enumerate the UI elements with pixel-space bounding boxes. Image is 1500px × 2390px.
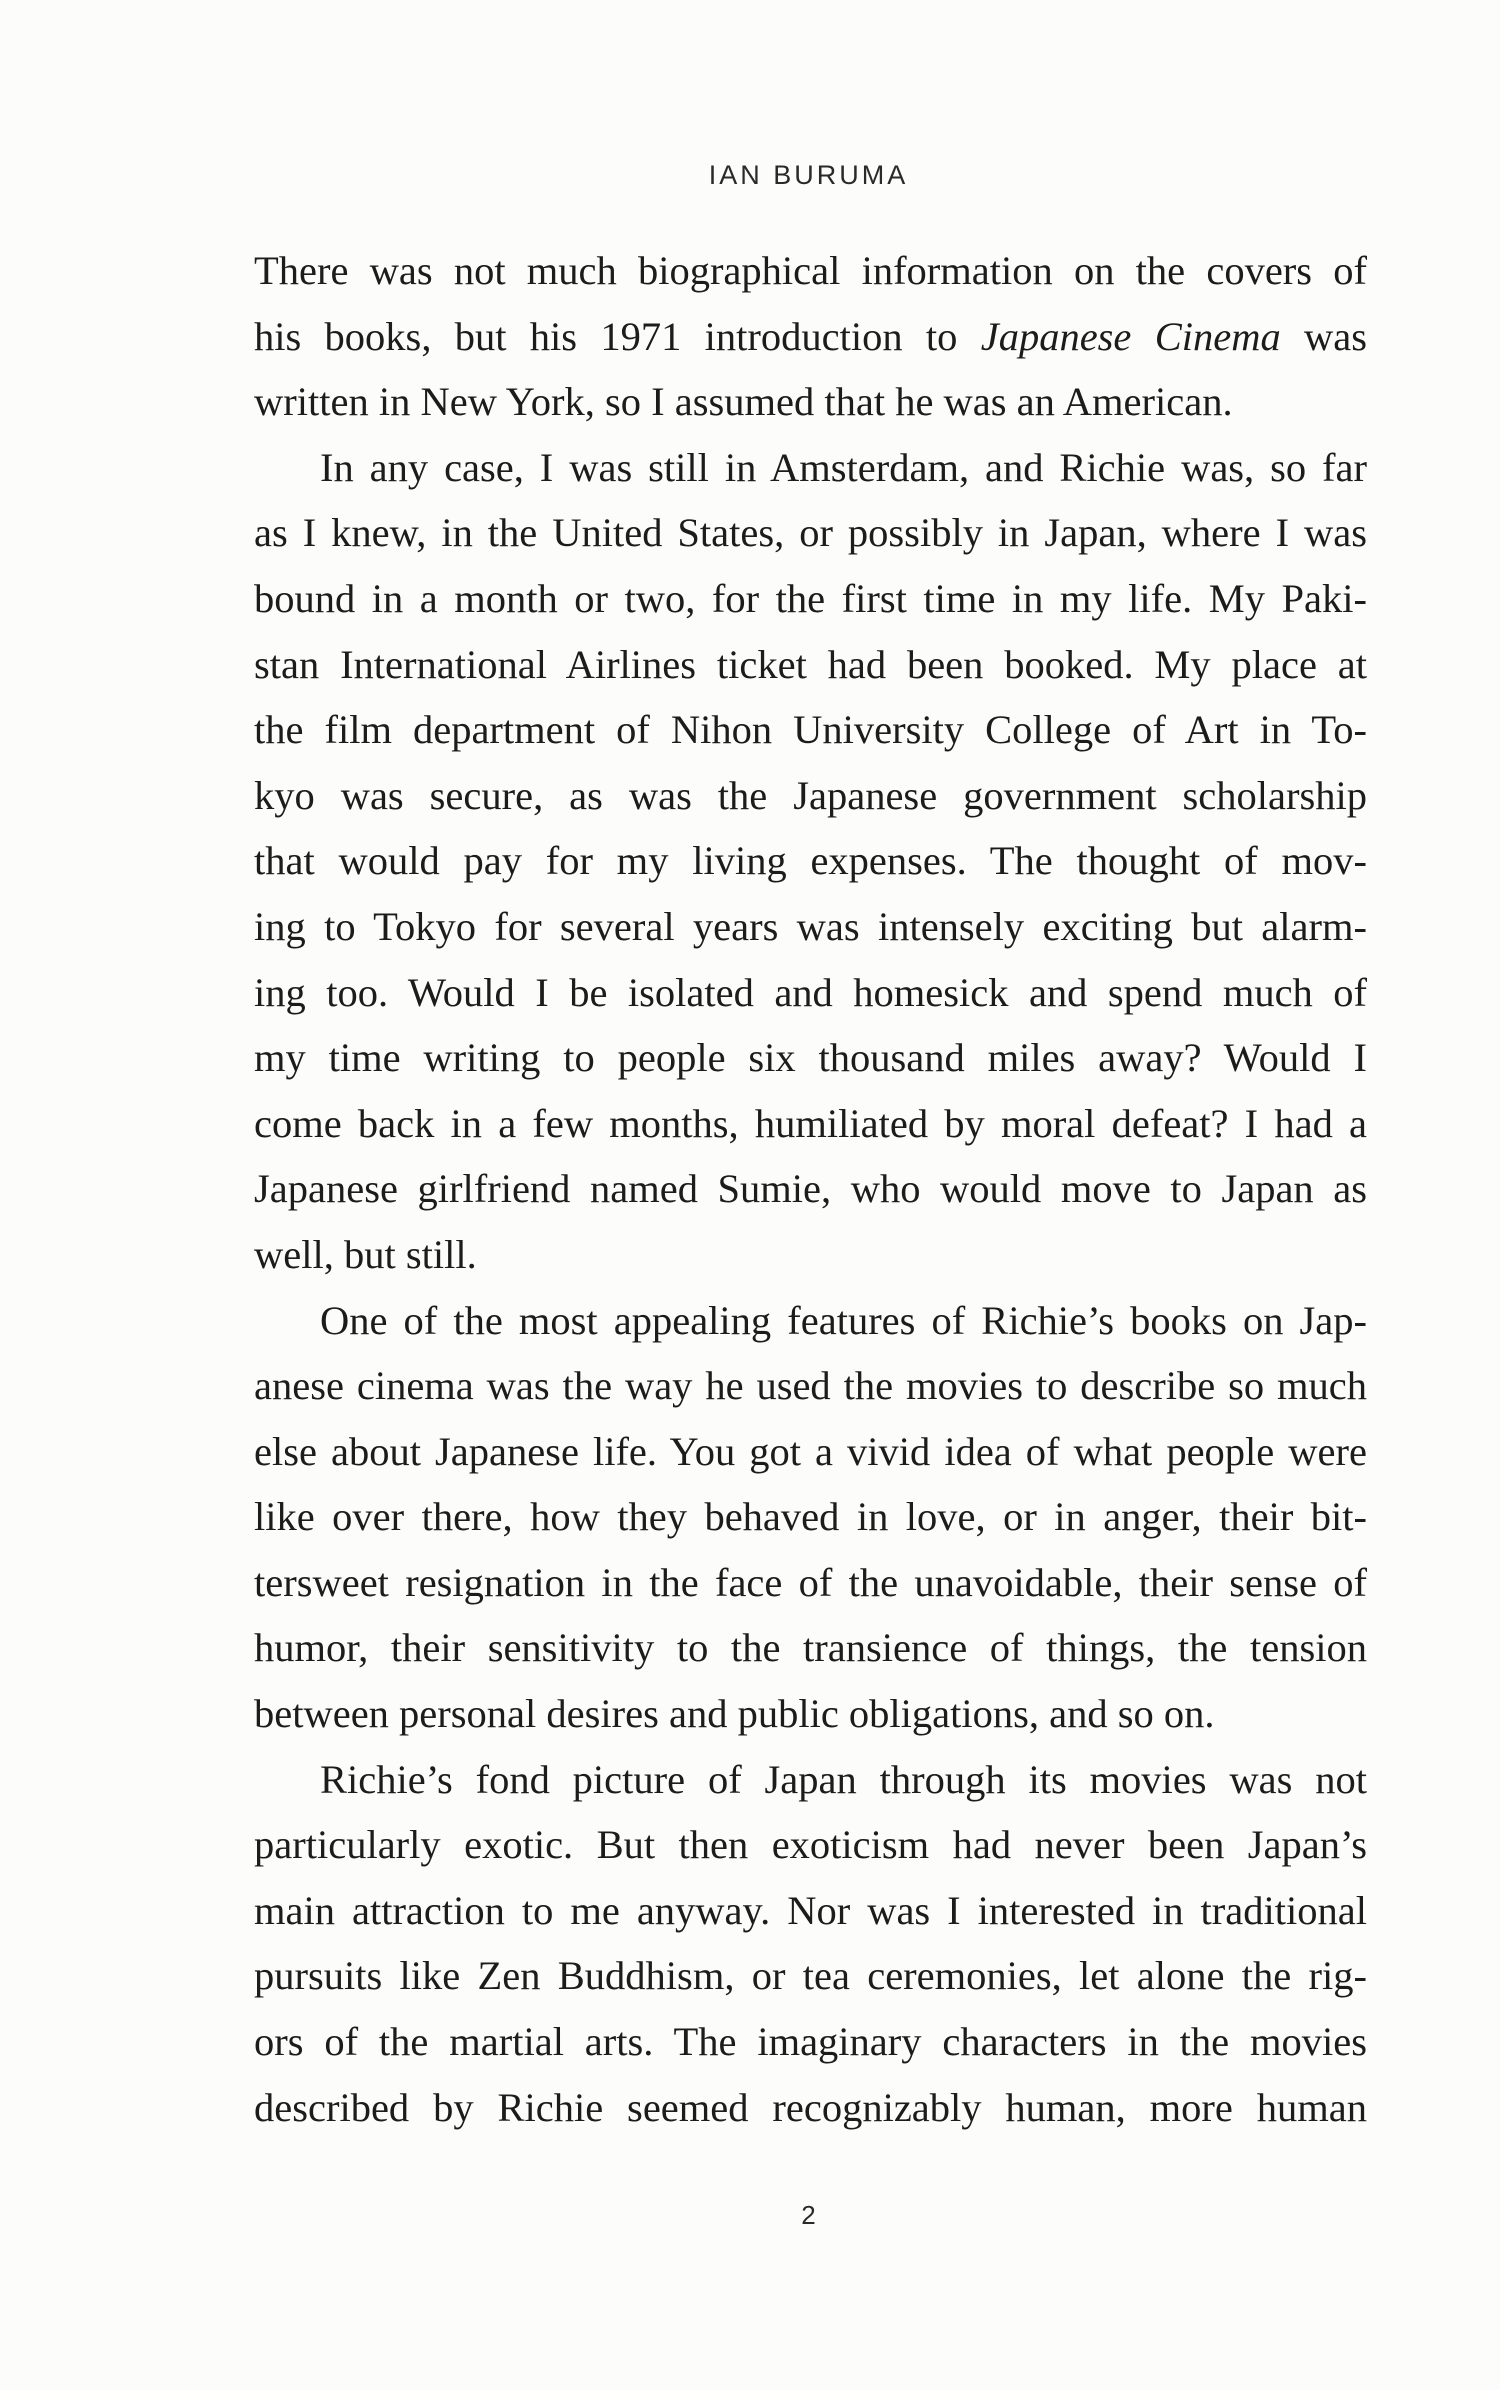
text-line: like over there, how they behaved in love, or in anger, their bit-	[254, 1494, 1367, 1540]
text-line: Japanese girlfriend named Sumie, who would move to Japan as	[254, 1166, 1367, 1212]
book-title: Japanese Cinema	[980, 313, 1281, 359]
text-line: as I knew, in the United States, or possibly in Japan, where I was	[254, 510, 1367, 556]
text-line: pursuits like Zen Buddhism, or tea ceremonies, let alone the rig-	[254, 1953, 1367, 1999]
text-line: that would pay for my living expenses. The thought of mov-	[254, 838, 1367, 884]
text-line: bound in a month or two, for the first time in my life. My Paki-	[254, 575, 1367, 621]
text-line: written in New York, so I assumed that he was an American.	[254, 379, 1233, 425]
text-line: humor, their sensitivity to the transience of things, the tension	[254, 1625, 1367, 1671]
text-line: In any case, I was still in Amsterdam, and Richie was, so far	[320, 444, 1367, 490]
text-line: main attraction to me anyway. Nor was I interested in traditional	[254, 1887, 1367, 1933]
text-line	[254, 304, 1367, 370]
text-line: the film department of Nihon University College of Art in To-	[254, 707, 1367, 753]
text-line: particularly exotic. But then exoticism had never been Japan’s	[254, 1822, 1367, 1868]
body-text	[254, 238, 1367, 2140]
text-line: come back in a few months, humiliated by moral defeat? I had a	[254, 1100, 1367, 1146]
text-line: stan International Airlines ticket had been booked. My place at	[254, 641, 1367, 687]
page-number: 2	[801, 2200, 816, 2230]
text-line: One of the most appealing features of Richie’s books on Jap-	[320, 1297, 1367, 1343]
running-head: IAN BURUMA	[708, 160, 909, 190]
text-line: anese cinema was the way he used the movies to describe so much	[254, 1363, 1367, 1409]
text-line: described by Richie seemed recognizably human, more human	[254, 2084, 1367, 2130]
text-line: between personal desires and public obligations, and so on.	[254, 1691, 1215, 1737]
text-line: kyo was secure, as was the Japanese government scholarship	[254, 772, 1367, 818]
text-line: ors of the martial arts. The imaginary characters in the movies	[254, 2019, 1367, 2065]
text-line: well, but still.	[254, 1231, 477, 1277]
text-line: There was not much biographical information on the covers of	[254, 248, 1367, 293]
text-line: tersweet resignation in the face of the unavoidable, their sense of	[254, 1559, 1367, 1605]
text-segment: was	[1304, 313, 1367, 359]
text-line: my time writing to people six thousand miles away? Would I	[254, 1035, 1367, 1081]
text-line: else about Japanese life. You got a vivid idea of what people were	[254, 1428, 1367, 1474]
text-line: Richie’s fond picture of Japan through its movies was not	[320, 1756, 1367, 1802]
text-line: ing too. Would I be isolated and homesick and spend much of	[254, 969, 1367, 1015]
text-segment: his books, but his 1971 introduction to	[254, 313, 958, 359]
text-line: ing to Tokyo for several years was intensely exciting but alarm-	[254, 903, 1367, 949]
